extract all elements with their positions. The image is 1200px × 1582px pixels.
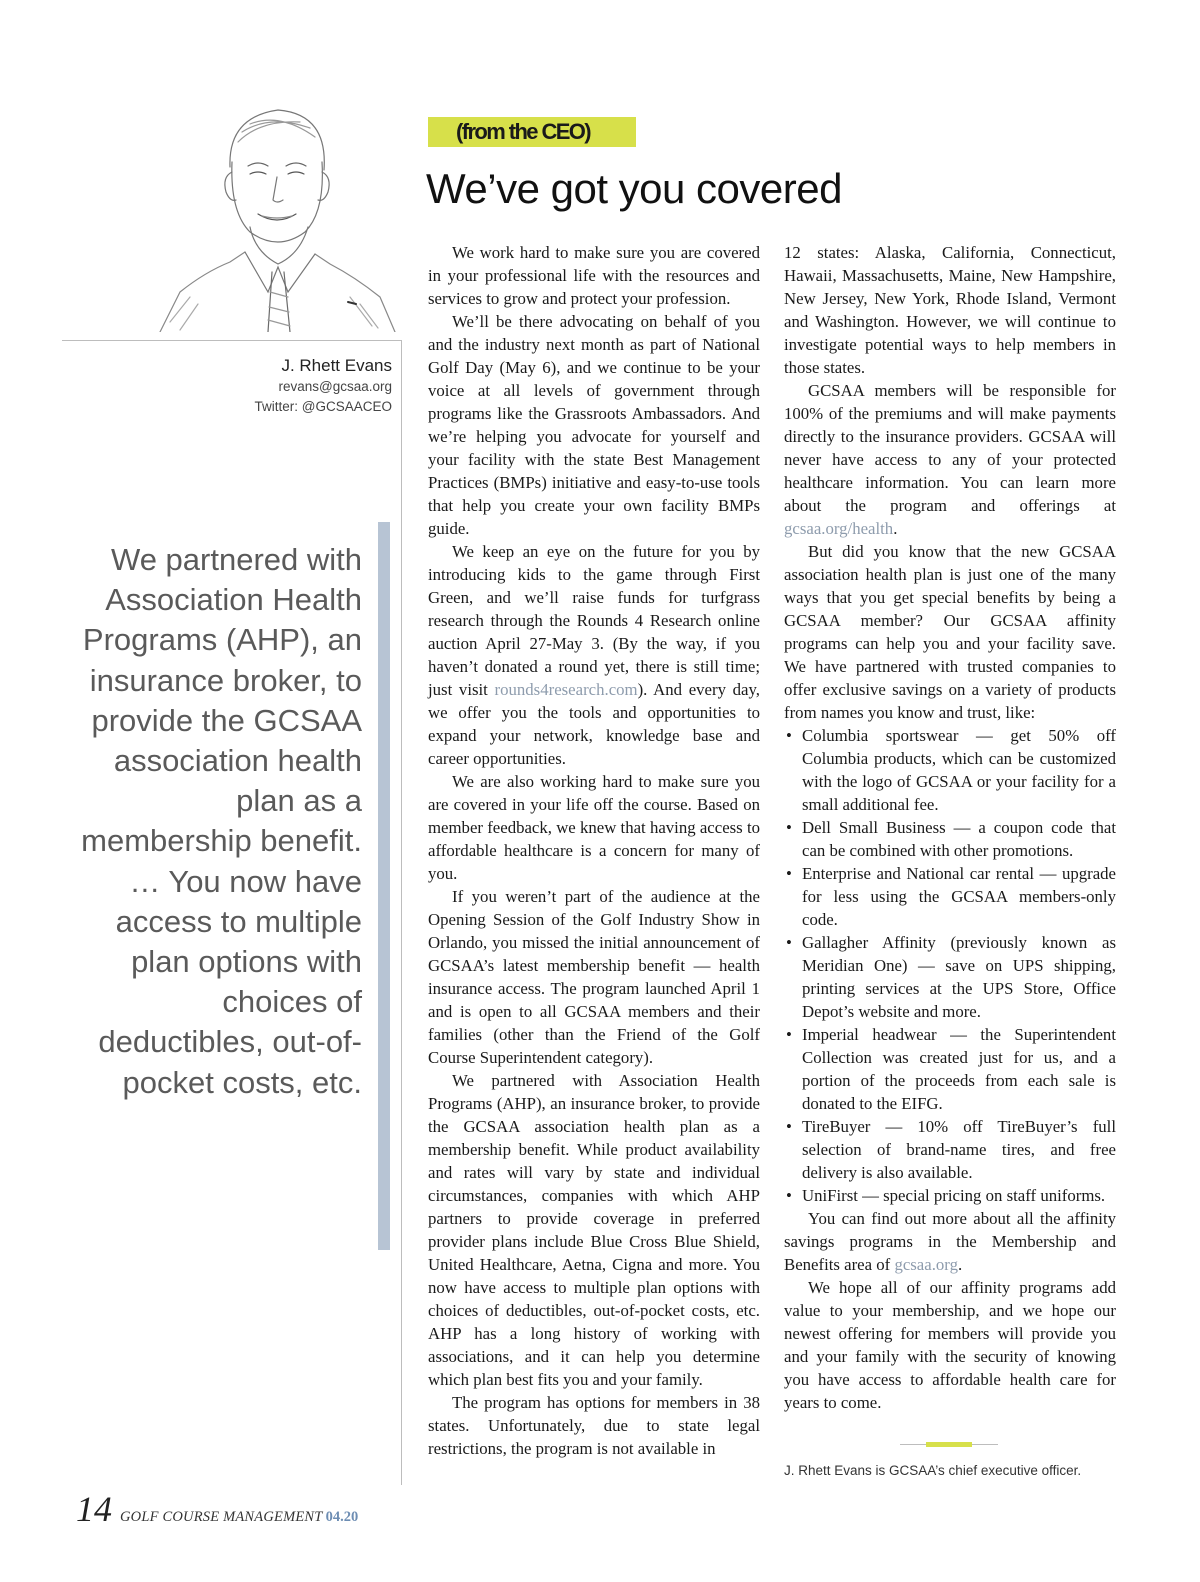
body-paragraph: We are also working hard to make sure you are covered in your life off the course. Based on member feedback, we knew that having access to affordable healthcare is a concern for many of you.: [428, 772, 760, 883]
list-item: • UniFirst — special pricing on staff uniforms.: [784, 1184, 1116, 1207]
author-email[interactable]: revans@gcsaa.org: [278, 379, 392, 394]
body-paragraph: But did you know that the new GCSAA association health plan is just one of the many ways that you get special benefits by being a GCSAA member? Our GCSAA affinity programs can help you and your facility save. We have partnered with trusted companies to offer exclusive savings on a variety of products from names you know and trust, like:: [784, 542, 1116, 722]
body-paragraph: If you weren’t part of the audience at the Opening Session of the Golf Industry Show in Orlando, you missed the initial announcement of GCSAA’s latest membership benefit — health insurance access. The program launched April 1 and is open to all GCSAA members and their families (other than the Friend of the Golf Course Superintendent category).: [428, 887, 760, 1067]
gcsaa-link[interactable]: gcsaa.org: [894, 1255, 958, 1274]
paragraph-text: .: [893, 519, 898, 538]
gcsaa-health-link[interactable]: gcsaa.org/health: [784, 519, 894, 538]
list-item: • Gallagher Affinity (previously known as Meridian One) — save on UPS shipping, printing services at the UPS Store, Office Depot’s website and more.: [784, 931, 1116, 1023]
column-divider-rule: [401, 340, 402, 1485]
author-byline: [255, 355, 392, 417]
sidebar-top-rule: [62, 340, 402, 341]
author-twitter[interactable]: Twitter: @GCSAACEO: [254, 399, 392, 414]
page-number: 14: [76, 1489, 112, 1529]
body-paragraph: We work hard to make sure you are covered in your professional life with the resources and services to grow and protect your profession.: [428, 243, 760, 308]
body-paragraph: We hope all of our affinity programs add value to your membership, and we hope our newest offering for members will provide you and your family with the security of knowing you have access to affordable health care for years to come.: [784, 1278, 1116, 1412]
headline: We’ve got you covered: [426, 165, 842, 212]
list-item: • Columbia sportswear — get 50% off Columbia products, which can be customized with the logo of GCSAA or your facility for a small additional fee.: [784, 724, 1116, 816]
list-item: • Imperial headwear — the Superintendent Collection was created just for us, and a portion of the proceeds from each sale is donated to the EIFG.: [784, 1023, 1116, 1115]
body-paragraph: 12 states: Alaska, California, Connecticut, Hawaii, Massachusetts, Maine, New Hampshire, New Jersey, New York, Rhode Island, Vermont and Washington. However, we will continue to investigate potential ways to help members in those states.: [784, 243, 1116, 377]
paragraph-text: GCSAA members will be responsible for 100% of the premiums and will make payments directly to the insurance providers. GCSAA will never have access to any of your protected healthcare information. You can learn more about the program and offerings at: [784, 381, 1116, 515]
paragraph-text: ). And every day, we offer you the tools and opportunities to expand your network, knowledge base and career opportunities.: [428, 680, 761, 768]
body-column-1: [428, 241, 760, 1460]
list-item: • Dell Small Business — a coupon code that can be combined with other promotions.: [784, 816, 1116, 862]
affinity-list: [784, 724, 1116, 1207]
body-paragraph: [428, 540, 760, 770]
section-tag: (from the CEO): [428, 117, 636, 147]
body-paragraph: We partnered with Association Health Programs (AHP), an insurance broker, to provide the GCSAA association health plan as a membership benefit. While product availability and rates will vary by state and individual circumstances, companies with which AHP partners to provide coverage in preferred provider plans include Blue Cross Blue Shield, United Healthcare, Aetna, Cigna and more. You now have access to multiple plan options with choices of deductibles, out-of-pocket costs, etc. AHP has a long history of working with associations, and it can help you determine which plan best fits you and your family.: [428, 1071, 760, 1389]
end-divider-accent: [926, 1442, 972, 1447]
body-paragraph: [784, 379, 1116, 540]
issue-date: 04.20: [325, 1509, 359, 1525]
body-paragraph: The program has options for members in 38 states. Unfortunately, due to state legal restrictions, the program is not available in: [428, 1393, 760, 1458]
end-divider-right: [972, 1444, 998, 1445]
folio: [76, 1488, 358, 1530]
body-paragraph: We’ll be there advocating on behalf of you and the industry next month as part of National Golf Day (May 6), and we continue to be your voice at all levels of government through programs like the Grassroots Ambassadors. And we’re helping you advocate for yourself and your facility with the state Best Management Practices (BMPs) initiative and easy-to-use tools that help you create your own facility BMPs guide.: [428, 312, 760, 538]
list-item: • Enterprise and National car rental — upgrade for less using the GCSAA members-only code.: [784, 862, 1116, 931]
paragraph-text: We keep an eye on the future for you by introducing kids to the game through First Green, and we’ll raise funds for turfgrass research through the Rounds 4 Research online auction April 27-May 3. (By the way, if you haven’t donated a round yet, there is still time; just visit: [428, 542, 760, 699]
body-column-2: [784, 241, 1116, 1414]
author-portrait: [150, 92, 405, 332]
list-item: • TireBuyer — 10% off TireBuyer’s full selection of brand-name tires, and free delivery is also available.: [784, 1115, 1116, 1184]
body-paragraph: [784, 1207, 1116, 1276]
paragraph-text: You can find out more about all the affinity savings programs in the Membership and Benefits area of: [784, 1209, 1116, 1274]
author-bio-note: J. Rhett Evans is GCSAA’s chief executive officer.: [784, 1463, 1082, 1478]
author-name: J. Rhett Evans: [281, 356, 392, 375]
magazine-name: GOLF COURSE MANAGEMENT: [120, 1509, 323, 1525]
pull-quote: We partnered with Association Health Programs (AHP), an insurance broker, to provide the GCSAA association health plan as a membership benefit. … You now have access to multiple plan options with choices of deductibles, out-of-pocket costs, etc.: [81, 542, 362, 1100]
rounds4research-link[interactable]: rounds4research.com: [494, 680, 638, 699]
paragraph-text: .: [957, 1255, 963, 1274]
pull-quote-bar: [378, 522, 390, 1250]
